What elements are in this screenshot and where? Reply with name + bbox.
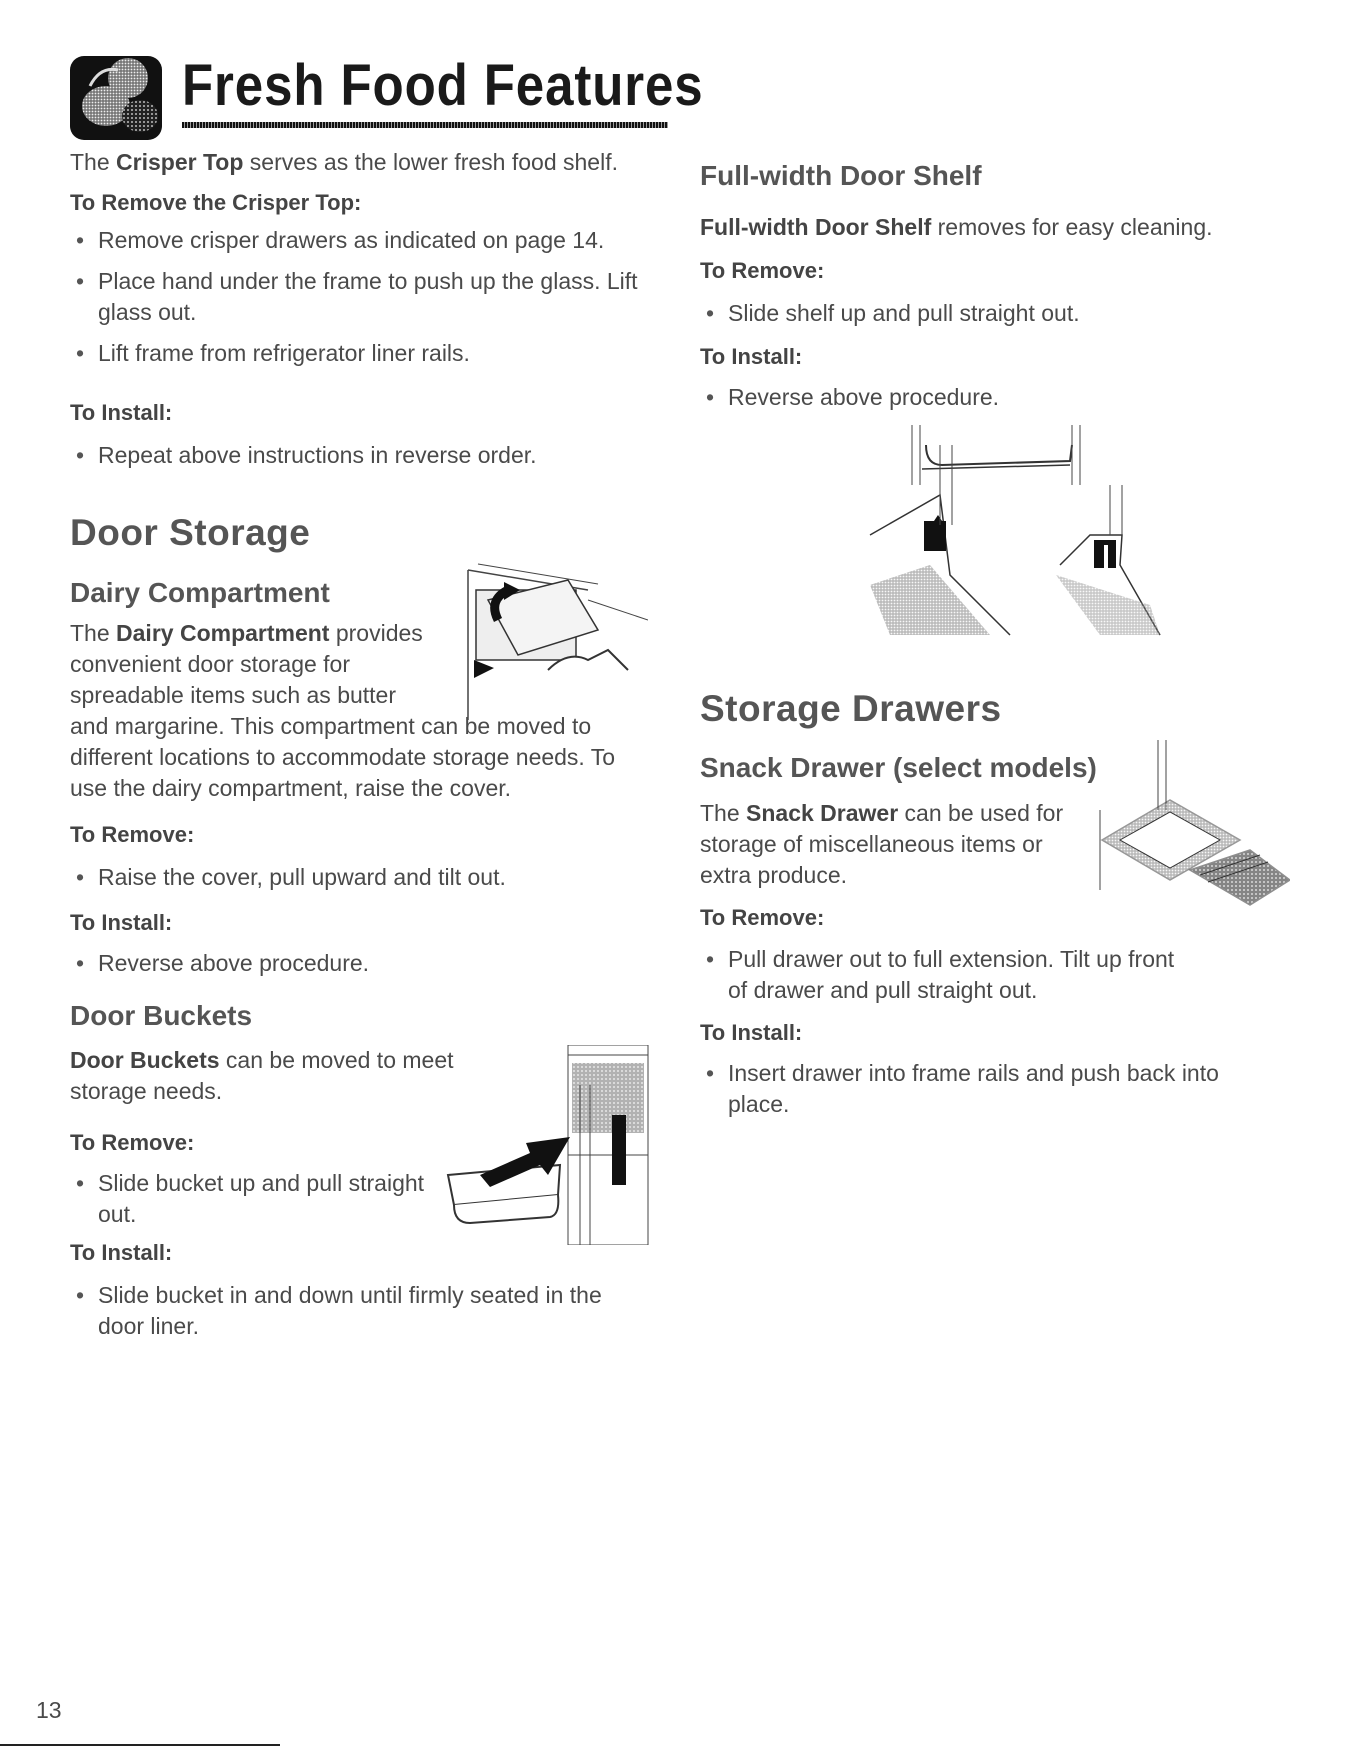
door-shelf-heading: Full-width Door Shelf (700, 160, 982, 191)
crisper-install-heading: To Install: (70, 400, 173, 425)
door-shelf-description: Full-width Door Shelf removes for easy cleaning. (700, 214, 1213, 240)
crisper-remove-list (70, 225, 650, 369)
list-item: • Pull drawer out to full extension. Tilt up front of drawer and pull straight out. (700, 944, 1190, 1006)
dairy-install-heading: To Install: (70, 910, 173, 935)
snack-install-list (700, 1058, 1260, 1120)
list-item: • Slide bucket up and pull straight out. (70, 1168, 470, 1230)
page-title: Fresh Food Features (182, 53, 704, 118)
crisper-top-term: Crisper Top (116, 149, 244, 175)
dairy-term: Dairy Compartment (116, 620, 330, 646)
title-underline (182, 122, 668, 128)
list-item: • Reverse above procedure. (700, 382, 1300, 413)
snack-drawer-illustration (1090, 740, 1290, 920)
dairy-description: The Dairy Compartment provides convenient door storage for spreadable items such as butter and margarine. This compartment can be moved to different locations to accommodate storage needs. To use the dairy compartment, raise the cover. (70, 620, 616, 801)
door-shelf-illustration (860, 425, 1180, 645)
header (70, 40, 704, 140)
list-item: • Slide bucket in and down until firmly seated in the door liner. (70, 1280, 630, 1342)
list-item: • Insert drawer into frame rails and push back into place. (700, 1058, 1260, 1120)
dairy-remove-list (70, 862, 650, 893)
crisper-remove-heading: To Remove the Crisper Top: (70, 190, 362, 215)
snack-drawer-term: Snack Drawer (746, 800, 899, 826)
buckets-remove-list (70, 1168, 470, 1230)
door-buckets-term: Door Buckets (70, 1047, 220, 1073)
buckets-description: Door Buckets can be moved to meet storage needs. (70, 1047, 454, 1104)
door-buckets-heading: Door Buckets (70, 1000, 253, 1031)
dairy-heading: Dairy Compartment (70, 577, 330, 608)
list-item: • Reverse above procedure. (70, 948, 650, 979)
list-item: • Raise the cover, pull upward and tilt out. (70, 862, 650, 893)
snack-install-heading: To Install: (700, 1020, 803, 1045)
door-shelf-install-heading: To Install: (700, 344, 803, 369)
crisper-install-list (70, 440, 650, 471)
snack-drawer-description: The Snack Drawer can be used for storage of miscellaneous items or extra produce. (700, 800, 1064, 888)
buckets-remove-heading: To Remove: (70, 1130, 195, 1155)
snack-remove-list (700, 944, 1190, 1006)
door-storage-heading: Door Storage (70, 512, 311, 553)
door-shelf-remove-list (700, 298, 1300, 329)
buckets-install-list (70, 1280, 630, 1342)
page-number: 13 (36, 1697, 62, 1723)
buckets-install-heading: To Install: (70, 1240, 173, 1265)
door-shelf-install-list (700, 382, 1300, 413)
footer-rule (0, 1744, 280, 1746)
dairy-remove-heading: To Remove: (70, 822, 195, 847)
storage-drawers-heading: Storage Drawers (700, 688, 1002, 729)
snack-remove-heading: To Remove: (700, 905, 825, 930)
door-shelf-term: Full-width Door Shelf (700, 214, 932, 240)
door-shelf-remove-heading: To Remove: (700, 258, 825, 283)
list-item: • Remove crisper drawers as indicated on page 14. (70, 225, 650, 256)
snack-drawer-heading: Snack Drawer (select models) (700, 752, 1097, 783)
produce-icon (70, 56, 162, 140)
list-item: • Repeat above instructions in reverse order. (70, 440, 650, 471)
list-item: • Lift frame from refrigerator liner rails. (70, 338, 650, 369)
crisper-intro: The Crisper Top serves as the lower fresh food shelf. (70, 149, 618, 175)
list-item: • Slide shelf up and pull straight out. (700, 298, 1300, 329)
list-item: • Place hand under the frame to push up the glass. Lift glass out. (70, 266, 650, 328)
dairy-install-list (70, 948, 650, 979)
